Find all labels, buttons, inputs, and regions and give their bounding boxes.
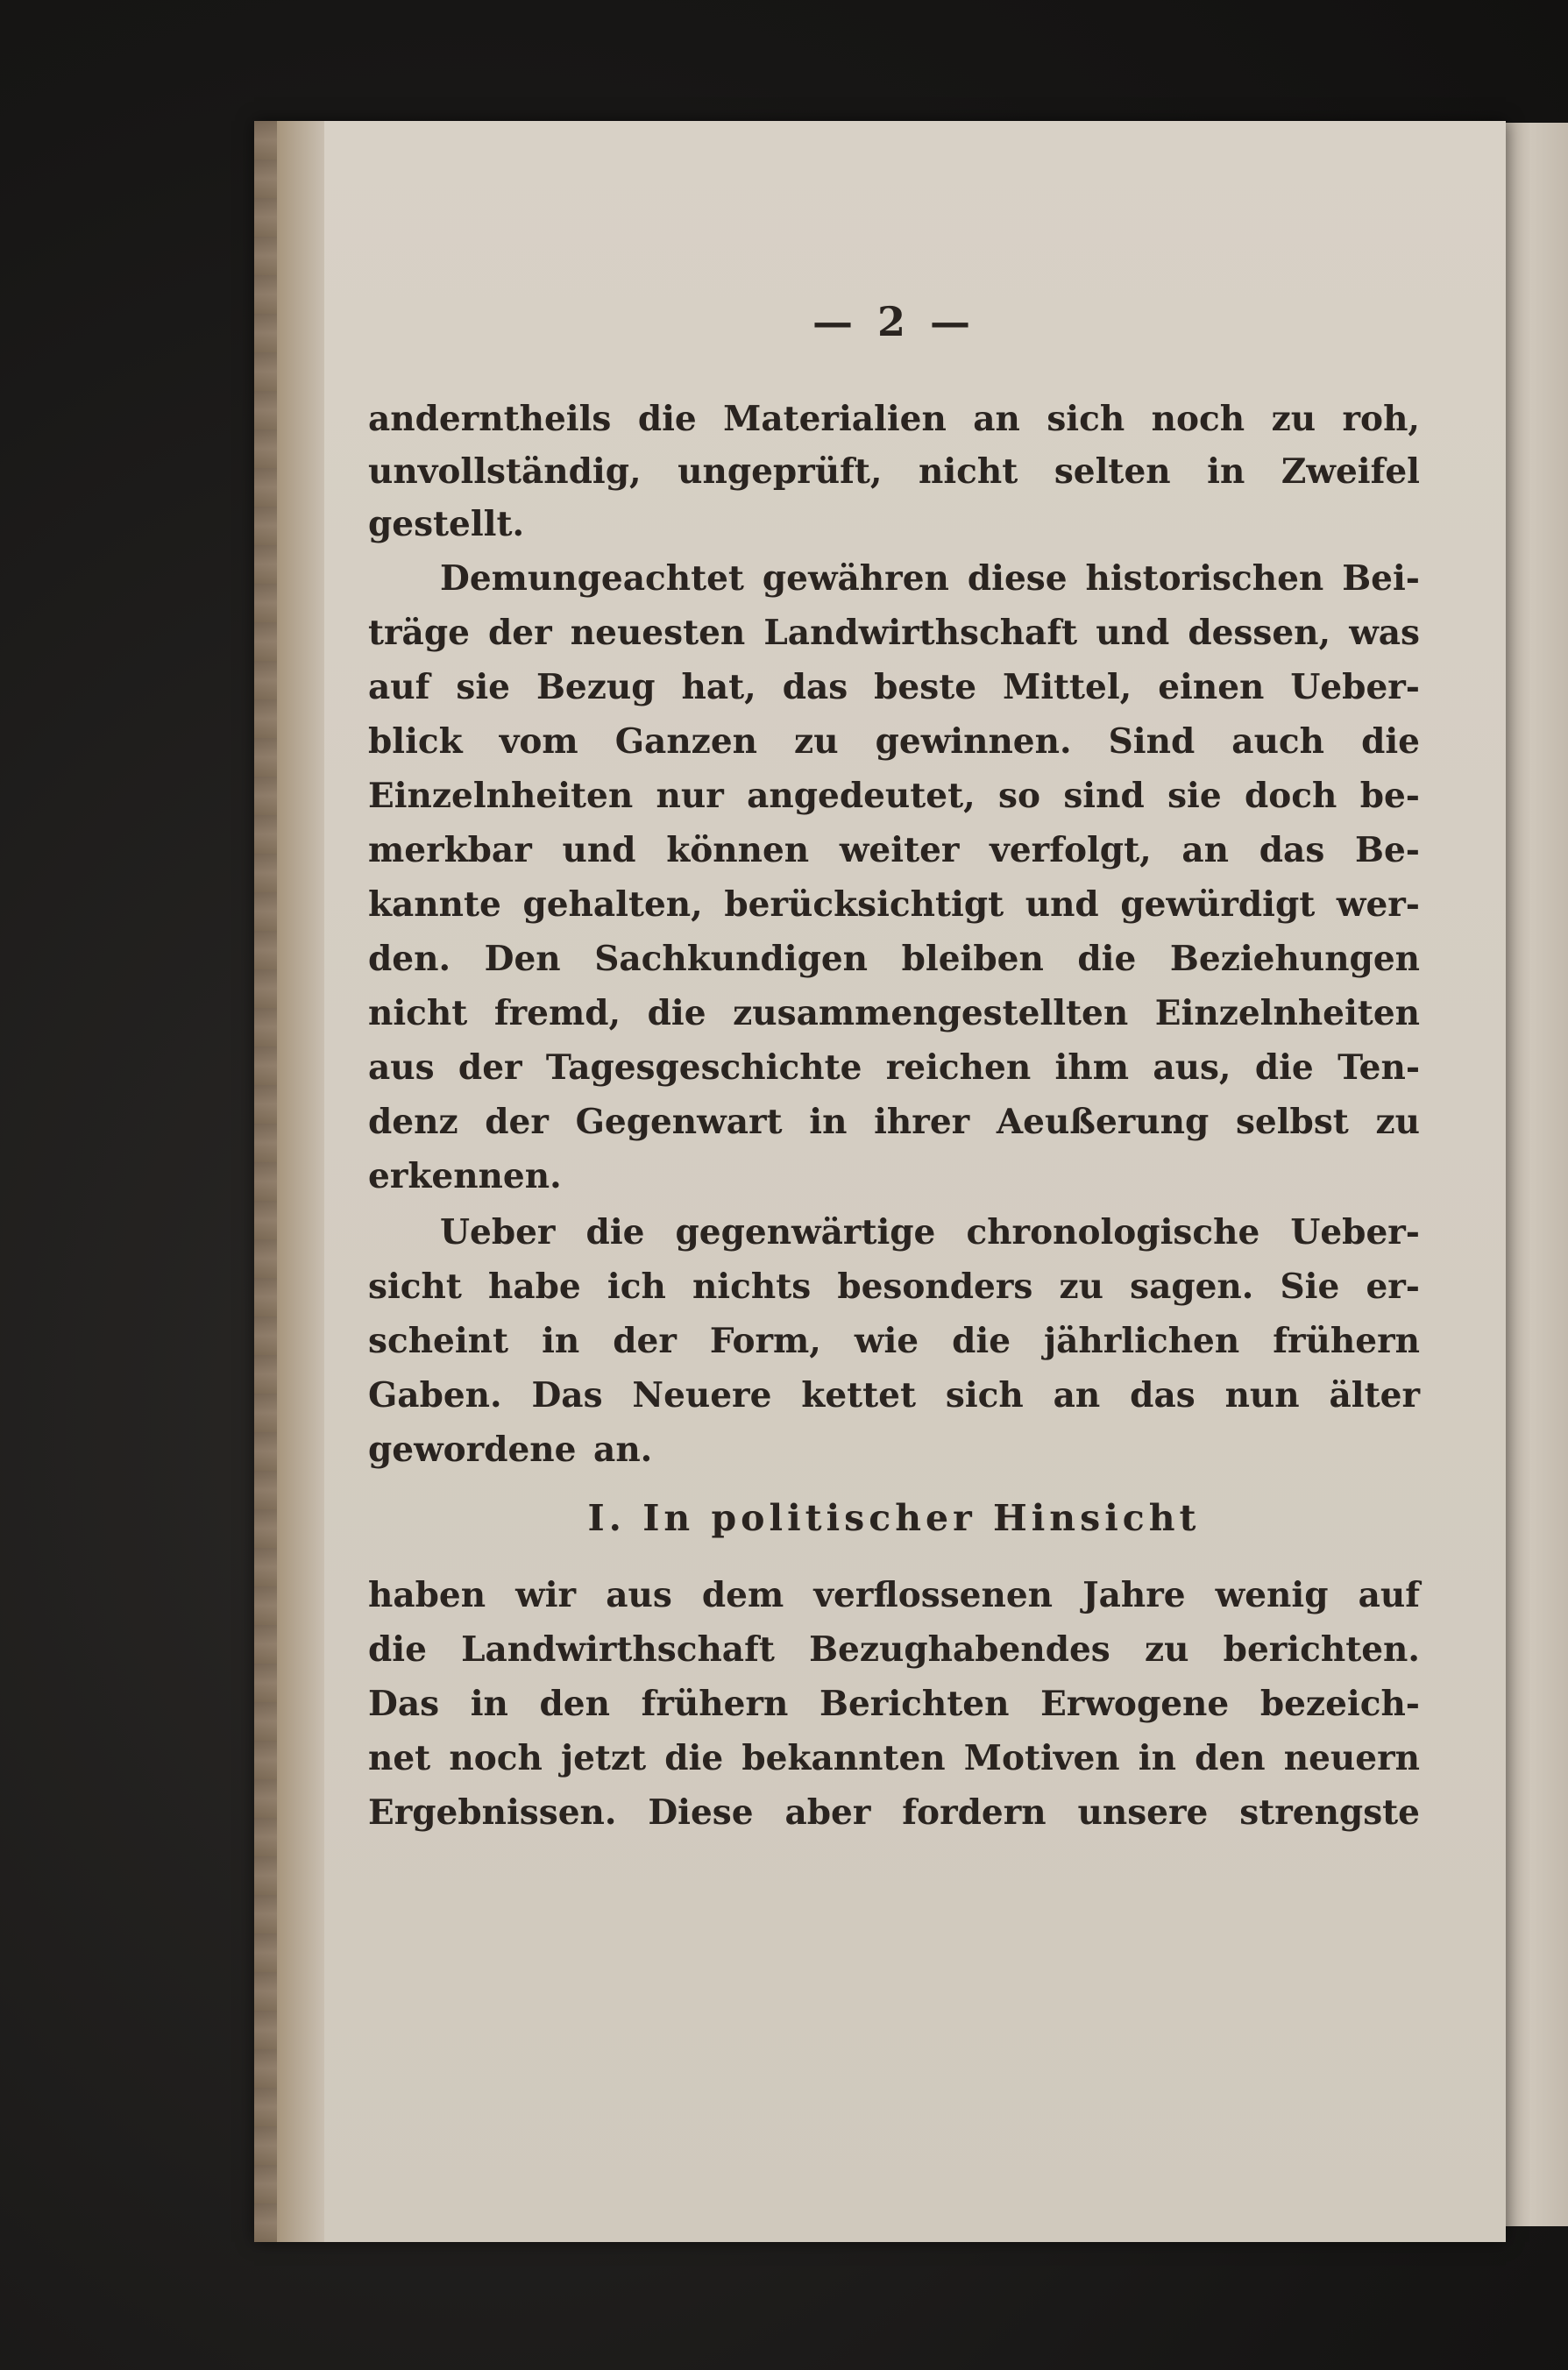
text-line: die Landwirthschaft Bezughabendes zu berichten. <box>368 1629 1420 1670</box>
text-line: sicht habe ich nichts besonders zu sagen. Sie er- <box>368 1267 1420 1307</box>
text-line: Gaben. Das Neuere kettet sich an das nun älter <box>368 1375 1420 1416</box>
text-line: aus der Tagesgeschichte reichen ihm aus, die Ten- <box>368 1047 1420 1088</box>
text-line: denz der Gegenwart in ihrer Aeußerung selbst zu <box>368 1102 1420 1142</box>
text-line: Demungeachtet gewähren diese historischen Bei- <box>440 558 1420 599</box>
text-line: Einzelnheiten nur angedeutet, so sind sie doch be- <box>368 776 1420 816</box>
text-line: blick vom Ganzen zu gewinnen. Sind auch die <box>368 721 1420 762</box>
text-line: net noch jetzt die bekannten Motiven in den neuern <box>368 1738 1420 1778</box>
adjacent-page-edge <box>1503 123 1568 2226</box>
text-line: erkennen. <box>368 1156 562 1196</box>
section-heading: I. In politischer Hinsicht <box>587 1497 1201 1539</box>
text-line: Ueber die gegenwärtige chronologische Ueber- <box>440 1212 1420 1252</box>
page-binding-edge <box>254 121 324 2242</box>
text-line: Ergebnissen. Diese aber fordern unsere strengste <box>368 1792 1420 1833</box>
text-line: nicht fremd, die zusammengestellten Einzelnheiten <box>368 993 1420 1033</box>
text-line: kannte gehalten, berücksichtigt und gewürdigt wer- <box>368 884 1420 925</box>
text-line: gewordene an. <box>368 1430 653 1470</box>
text-line: scheint in der Form, wie die jährlichen frühern <box>368 1321 1420 1361</box>
text-line: Das in den frühern Berichten Erwogene bezeich- <box>368 1684 1420 1724</box>
torn-edge <box>254 121 277 2242</box>
text-line: gestellt. <box>368 504 525 544</box>
text-line: unvollständig, ungeprüft, nicht selten in Zweifel <box>368 451 1420 492</box>
text-line: auf sie Bezug hat, das beste Mittel, einen Ueber- <box>368 667 1420 707</box>
page-number: — 2 — <box>812 298 976 345</box>
text-line: den. Den Sachkundigen bleiben die Beziehungen <box>368 939 1420 979</box>
text-line: haben wir aus dem verflossenen Jahre wenig auf <box>368 1575 1420 1615</box>
text-line: anderntheils die Materialien an sich noch zu roh, <box>368 399 1420 439</box>
text-line: merkbar und können weiter verfolgt, an das Be- <box>368 830 1420 870</box>
text-line: träge der neuesten Landwirthschaft und dessen, was <box>368 613 1420 653</box>
